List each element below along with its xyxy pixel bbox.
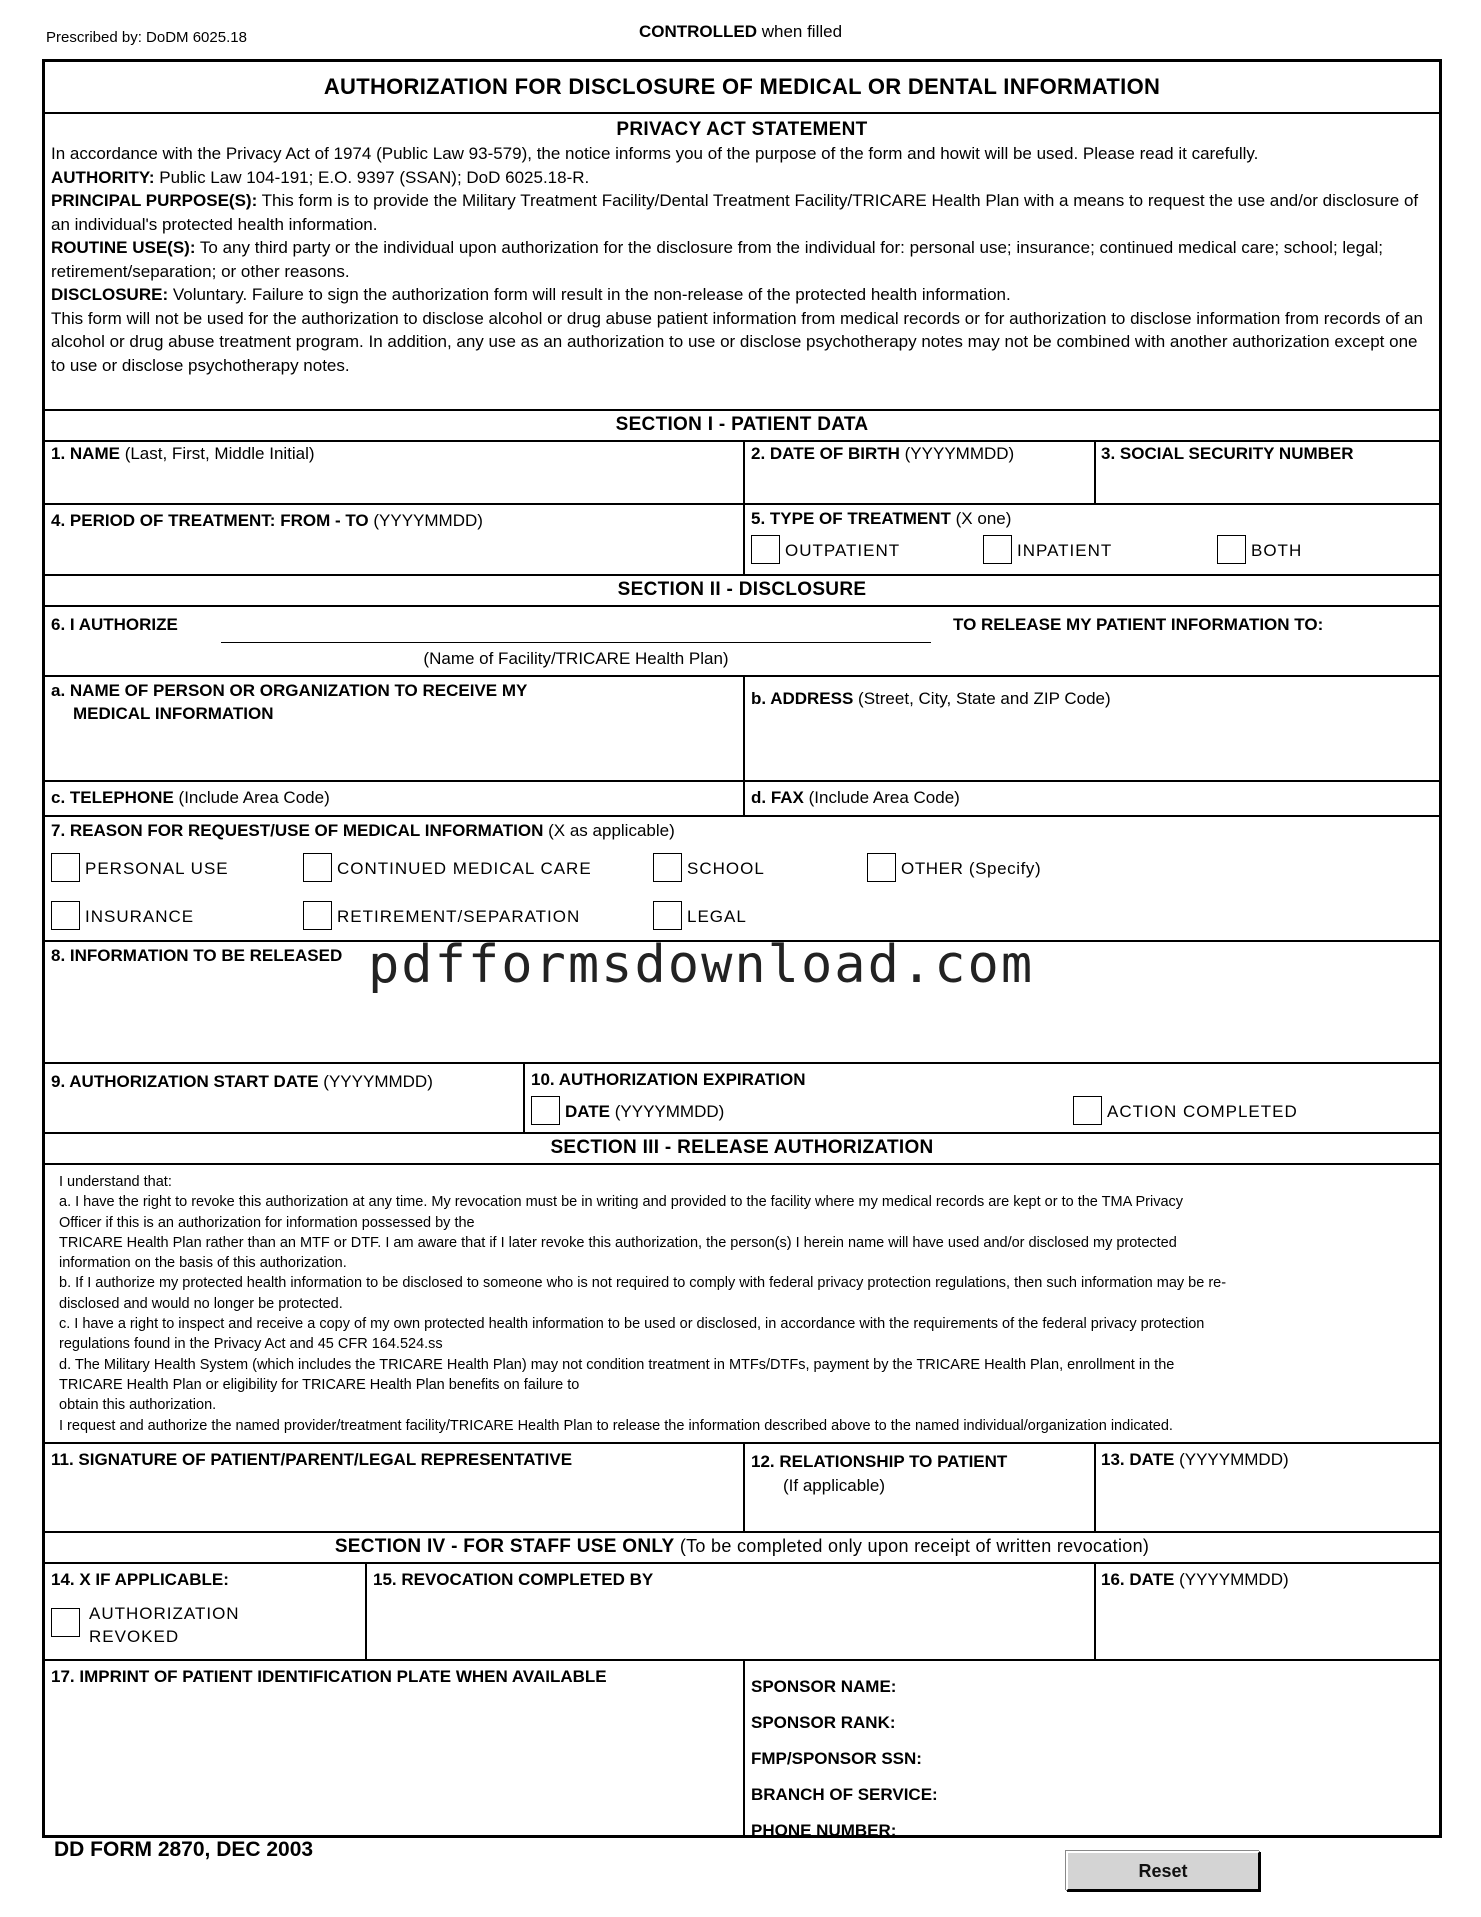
authorize-label: 6. I AUTHORIZE [51, 615, 178, 634]
reset-button[interactable]: Reset [1066, 1851, 1260, 1891]
privacy-disclosure: DISCLOSURE: Voluntary. Failure to sign the authorization form will result in the non-release of the protected health information. [51, 285, 1011, 304]
authorize-row [45, 607, 1439, 677]
form-number: DD FORM 2870, DEC 2003 [54, 1838, 314, 1861]
release-line: disclosed and would no longer be protected. [59, 1295, 343, 1312]
outpatient-checkbox[interactable] [751, 535, 780, 564]
watermark-text: pdfformsdownload.com [368, 935, 1035, 995]
facility-name-input[interactable] [221, 617, 931, 643]
imprint-row [45, 1661, 1439, 1840]
release-line: I request and authorize the named provider/treatment facility/TRICARE Health Plan to release the information described above to the named individual/organization indicated. [59, 1417, 1173, 1434]
contact-row [45, 782, 1439, 817]
patient-id-row [45, 442, 1439, 505]
action-completed-label: ACTION COMPLETED [1107, 1102, 1298, 1121]
section-4-heading: SECTION IV - FOR STAFF USE ONLY (To be completed only upon receipt of written revocation) [45, 1533, 1439, 1564]
x-if-applicable-label: 14. X IF APPLICABLE: [51, 1570, 229, 1589]
fmp-sponsor-ssn-label: FMP/SPONSOR SSN: [751, 1749, 922, 1768]
release-authorization-text [45, 1165, 1439, 1444]
form-title: AUTHORIZATION FOR DISCLOSURE OF MEDICAL OR DENTAL INFORMATION [45, 62, 1439, 114]
release-line: Officer if this is an authorization for information possessed by the [59, 1214, 475, 1231]
school-label: SCHOOL [687, 859, 765, 878]
recipient-address-field[interactable]: b. ADDRESS (Street, City, State and ZIP Code) [751, 689, 1111, 708]
release-line: b. If I authorize my protected health information to be disclosed to someone who is not required to comply with federal privacy protection regulations, then such information may be re- [59, 1275, 1227, 1292]
signature-field[interactable]: 11. SIGNATURE OF PATIENT/PARENT/LEGAL REPRESENTATIVE [51, 1450, 573, 1469]
start-date-field[interactable]: 9. AUTHORIZATION START DATE (YYYYMMDD) [51, 1072, 433, 1091]
dob-field[interactable]: 2. DATE OF BIRTH (YYYYMMDD) [751, 444, 1015, 463]
release-line: a. I have the right to revoke this authorization at any time. My revocation must be in writing and provided to the facility where my medical records are kept or to the TMA Privacy [59, 1194, 1184, 1211]
privacy-act-statement [45, 114, 1439, 411]
retirement-checkbox[interactable] [303, 901, 332, 930]
period-of-treatment-field[interactable]: 4. PERIOD OF TREATMENT: FROM - TO (YYYYMMDD) [51, 511, 483, 530]
reason-label: 7. REASON FOR REQUEST/USE OF MEDICAL INFORMATION (X as applicable) [51, 821, 675, 840]
signature-row [45, 1444, 1439, 1533]
controlled-notice [0, 22, 1481, 42]
fax-field[interactable]: d. FAX (Include Area Code) [751, 788, 960, 807]
release-line: c. I have a right to inspect and receive a copy of my own protected health information to be used or disclosed, in accordance with the requirements of the federal privacy protection [59, 1316, 1205, 1333]
both-label: BOTH [1251, 541, 1303, 560]
school-checkbox[interactable] [653, 853, 682, 882]
privacy-intro: In accordance with the Privacy Act of 1974 (Public Law 93-579), the notice informs you of the purpose of the form and howit will be used. Please read it carefully. [51, 144, 1259, 163]
privacy-heading: PRIVACY ACT STATEMENT [616, 119, 868, 140]
type-of-treatment-label: 5. TYPE OF TREATMENT (X one) [751, 509, 1012, 528]
sponsor-rank-label: SPONSOR RANK: [751, 1713, 896, 1732]
sponsor-name-label: SPONSOR NAME: [751, 1677, 897, 1696]
release-line: TRICARE Health Plan rather than an MTF or DTF. I am aware that if I later revoke this authorization, the person(s) I herein name will have used and/or disclosed my protected [59, 1234, 1177, 1251]
insurance-checkbox[interactable] [51, 901, 80, 930]
ssn-field[interactable]: 3. SOCIAL SECURITY NUMBER [1101, 444, 1354, 463]
release-line: obtain this authorization. [59, 1397, 217, 1414]
section-2-heading: SECTION II - DISCLOSURE [45, 576, 1439, 607]
outpatient-label: OUTPATIENT [785, 541, 901, 560]
continued-care-checkbox[interactable] [303, 853, 332, 882]
other-label: OTHER (Specify) [901, 859, 1042, 878]
expiration-date-checkbox[interactable] [531, 1096, 560, 1125]
sponsor-info [751, 1669, 938, 1843]
section-1-heading: SECTION I - PATIENT DATA [45, 411, 1439, 442]
other-checkbox[interactable] [867, 853, 896, 882]
privacy-purpose: PRINCIPAL PURPOSE(S): This form is to provide the Military Treatment Facility/Dental Treatment Facility/TRICARE Health Plan with a means to request the use and/or disclosure of an individual's protected health information. [51, 191, 1419, 234]
prescribed-by: Prescribed by: DoDM 6025.18 [46, 29, 247, 46]
branch-of-service-label: BRANCH OF SERVICE: [751, 1785, 938, 1804]
revocation-date-field[interactable]: 16. DATE (YYYYMMDD) [1101, 1570, 1289, 1589]
controlled-suffix: when filled [756, 22, 843, 41]
expiration-label: 10. AUTHORIZATION EXPIRATION [531, 1070, 806, 1089]
revocation-row [45, 1564, 1439, 1661]
legal-label: LEGAL [687, 907, 747, 926]
section-3-heading: SECTION III - RELEASE AUTHORIZATION [45, 1134, 1439, 1165]
insurance-label: INSURANCE [85, 907, 195, 926]
continued-care-label: CONTINUED MEDICAL CARE [337, 859, 592, 878]
expiration-date-label: DATE (YYYYMMDD) [565, 1102, 725, 1121]
info-released-label: 8. INFORMATION TO BE RELEASED [51, 946, 343, 965]
relationship-field[interactable]: 12. RELATIONSHIP TO PATIENT (If applicable) [751, 1452, 1008, 1495]
legal-checkbox[interactable] [653, 901, 682, 930]
inpatient-label: INPATIENT [1017, 541, 1113, 560]
release-line: d. The Military Health System (which includes the TRICARE Health Plan) may not condition treatment in MTFs/DTFs, payment by the TRICARE Health Plan, enrollment in the [59, 1356, 1175, 1373]
imprint-field[interactable]: 17. IMPRINT OF PATIENT IDENTIFICATION PLATE WHEN AVAILABLE [51, 1667, 607, 1686]
personal-use-checkbox[interactable] [51, 853, 80, 882]
personal-use-label: PERSONAL USE [85, 859, 229, 878]
controlled-label: CONTROLLED [638, 22, 757, 41]
release-line: information on the basis of this authorization. [59, 1255, 347, 1272]
name-field[interactable]: 1. NAME (Last, First, Middle Initial) [51, 444, 315, 463]
recipient-row [45, 677, 1439, 782]
both-checkbox[interactable] [1217, 535, 1246, 564]
privacy-authority: AUTHORITY: Public Law 104-191; E.O. 9397 (SSAN); DoD 6025.18-R. [51, 167, 590, 187]
reason-row [45, 817, 1439, 942]
recipient-name-field[interactable]: a. NAME OF PERSON OR ORGANIZATION TO RECEIVE MY MEDICAL INFORMATION [51, 681, 528, 723]
release-line: TRICARE Health Plan or eligibility for TRICARE Health Plan benefits on failure to [59, 1376, 580, 1393]
treatment-row [45, 505, 1439, 576]
release-line: regulations found in the Privacy Act and 45 CFR 164.524.ss [59, 1336, 443, 1353]
telephone-field[interactable]: c. TELEPHONE (Include Area Code) [51, 788, 330, 807]
action-completed-checkbox[interactable] [1073, 1096, 1102, 1125]
signature-date-field[interactable]: 13. DATE (YYYYMMDD) [1101, 1450, 1289, 1469]
phone-number-label: PHONE NUMBER: [751, 1821, 897, 1840]
authorization-revoked-label: AUTHORIZATION REVOKED [89, 1604, 240, 1646]
retirement-label: RETIREMENT/SEPARATION [337, 907, 581, 926]
authorization-dates-row [45, 1064, 1439, 1134]
privacy-routine-use: ROUTINE USE(S): To any third party or the individual upon authorization for the disclosure from the individual for: personal use; insurance; continued medical care; school; legal; retirement/separation; or other reasons. [51, 238, 1384, 281]
release-to-label: TO RELEASE MY PATIENT INFORMATION TO: [953, 615, 1324, 634]
revocation-completed-by-field[interactable]: 15. REVOCATION COMPLETED BY [373, 1570, 654, 1589]
release-line: I understand that: [59, 1174, 172, 1190]
authorization-revoked-checkbox[interactable] [51, 1608, 80, 1637]
facility-caption: (Name of Facility/TRICARE Health Plan) [423, 649, 729, 668]
inpatient-checkbox[interactable] [983, 535, 1012, 564]
privacy-closing: This form will not be used for the authorization to disclose alcohol or drug abuse patient information from medical records or for authorization to disclose information from records of an alcohol or drug abuse treatment program. In addition, any use as an authorization to use or disclose psychotherapy notes may not be combined with another authorization except one to use or disclose psychotherapy notes. [51, 308, 1424, 375]
